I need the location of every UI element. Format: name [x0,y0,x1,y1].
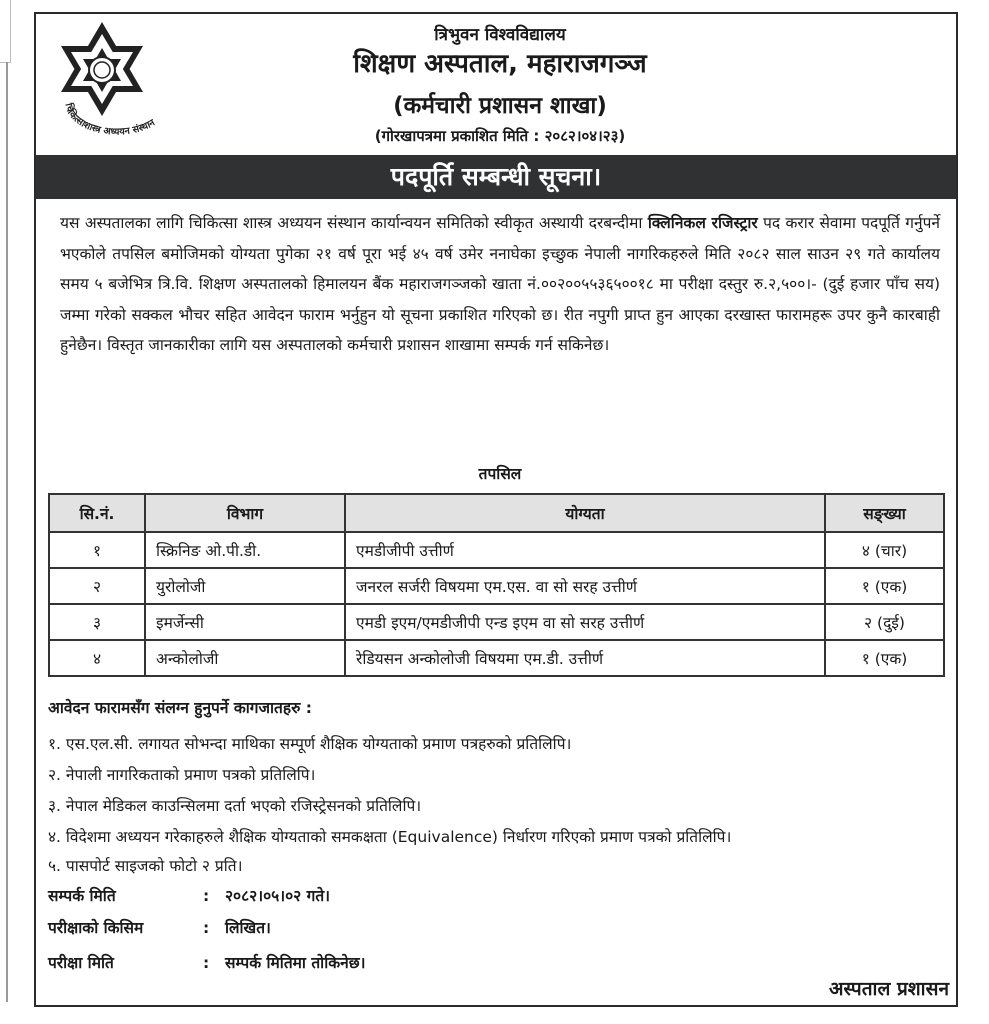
info-key: परीक्षा मिति [48,954,114,972]
cell-department: अन्कोलोजी [145,640,345,676]
cell-count: २ (दुई) [825,604,944,640]
header-department: विभाग [145,494,345,532]
cell-qualification: एमडीजीपी उत्तीर्ण [345,532,825,568]
publish-date: (गोरखापत्रमा प्रकाशित मिति : २०८२।०४।२३) [374,127,626,145]
cell-serial: ४ [49,640,145,676]
cell-qualification: एमडी इएम/एमडीजीपी एन्ड इएम वा सो सरह उत्तीर्ण [345,604,825,640]
header-serial: सि.नं. [49,494,145,532]
university-name: त्रिभुवन विश्वविद्यालय [434,25,566,45]
document-item: ४. विदेशमा अध्ययन गरेकाहरुले शैक्षिक योग्यताको समकक्षता (Equivalence) निर्धारण गरिएको प्रमाण पत्रको प्रतिलिपि। [48,828,732,846]
hospital-name: शिक्षण अस्पताल, महाराजगञ्ज [353,49,647,79]
exam-date-row: परीक्षा मिति : सम्पर्क मितिमा तोकिनेछ। [48,951,365,973]
cell-qualification: रेडियसन अन्कोलोजी विषयमा एम.डी. उत्तीर्ण [345,640,825,676]
exam-type-row: परीक्षाको किसिम : लिखित। [48,916,271,938]
table-row [49,568,944,604]
requirements-table [48,493,945,677]
table-row [49,532,944,568]
info-value: सम्पर्क मितिमा तोकिनेछ। [225,954,366,972]
table-header-row [49,494,944,532]
notice-paragraph [60,208,940,361]
cell-count: १ (एक) [825,640,944,676]
table-row [49,604,944,640]
page-edge-corner [0,0,11,63]
cell-serial: २ [49,568,145,604]
cell-count: १ (एक) [825,568,944,604]
info-value: लिखित। [225,919,271,937]
header-count: सङ्ख्या [825,494,944,532]
info-key: परीक्षाको किसिम [48,919,144,937]
logo-text: चिकित्साशास्त्र अध्ययन संस्थान [62,102,157,136]
cell-serial: १ [49,532,145,568]
cell-department: स्क्रिनिङ ओ.पी.डी. [145,532,345,568]
document-item: १. एस.एल.सी. लगायत सोभन्दा माथिका सम्पूर्ण शैक्षिक योग्यताको प्रमाण पत्रहरुको प्रतिलिपि। [48,735,572,753]
document-item: ५. पासपोर्ट साइजको फोटो २ प्रति। [48,857,243,875]
page-edge-bar [6,62,8,1002]
cell-count: ४ (चार) [825,532,944,568]
signature: अस्पताल प्रशासन [829,978,949,1000]
documents-title: आवेदन फारामसँग संलग्न हुनुपर्ने कागजातहरु : [48,699,312,717]
info-value: २०८२।०५।०२ गते। [225,887,331,905]
cell-serial: ३ [49,604,145,640]
document-item: २. नेपाली नागरिकताको प्रमाण पत्रको प्रतिलिपि। [48,766,316,784]
notice-banner: पदपूर्ति सम्बन्धी सूचना। [36,155,956,199]
table-row [49,640,944,676]
section-name: (कर्मचारी प्रशासन शाखा) [393,93,607,119]
contact-date-row: सम्पर्क मिति : २०८२।०५।०२ गते। [48,884,330,906]
cell-qualification: जनरल सर्जरी विषयमा एम.एस. वा सो सरह उत्तीर्ण [345,568,825,604]
cell-department: इमर्जेन्सी [145,604,345,640]
document-item: ३. नेपाल मेडिकल काउन्सिलमा दर्ता भएको रजिस्ट्रेसनको प्रतिलिपि। [48,797,422,815]
post-name: क्लिनिकल रजिस्ट्रार [647,214,758,232]
notice-part2: पद करार सेवामा पदपूर्ति गर्नुपर्ने भएकोले तपसिल बमोजिमको योग्यता पुगेका २१ वर्ष पूरा भई ४५ वर्ष उमेर ननाघेका इच्छुक नेपाली नागरिकहरुले मिति २०८२ साल साउन २९ गते कार्यालय समय ५ बजेभित्र त्रि.वि. शिक्षण अस्पतालको हिमालयन बैंक महाराजगञ्जको खाता नं.००२००५५३६५००१८ मा परीक्षा दस्तुर रु.२,५००।- (दुई हजार पाँच सय) जम्मा गरेको सक्कल भौचर सहित आवेदन फाराम भर्नुहुन यो सूचना प्रकाशित गरिएको छ। रीत नपुगी प्राप्त हुन आएका दरखास्त फारामहरू उपर कुनै कारबाही हुनेछैन। विस्तृत जानकारीका लागि यस अस्पतालको कर्मचारी प्रशासन शाखामा सम्पर्क गर्न सकिनेछ। [60,214,941,354]
tu-emblem-icon [44,18,182,136]
header-qualification: योग्यता [345,494,825,532]
cell-department: युरोलोजी [145,568,345,604]
info-key: सम्पर्क मिति [48,887,116,905]
svg-text:चिकित्साशास्त्र अध्ययन संस्थान [62,101,157,136]
notice-part1: यस अस्पतालका लागि चिकित्सा शास्त्र अध्ययन संस्थान कार्यान्वयन समितिको स्वीकृत अस्थायी दरबन्दीमा [60,214,648,232]
table-title: तपसिल [478,465,522,483]
